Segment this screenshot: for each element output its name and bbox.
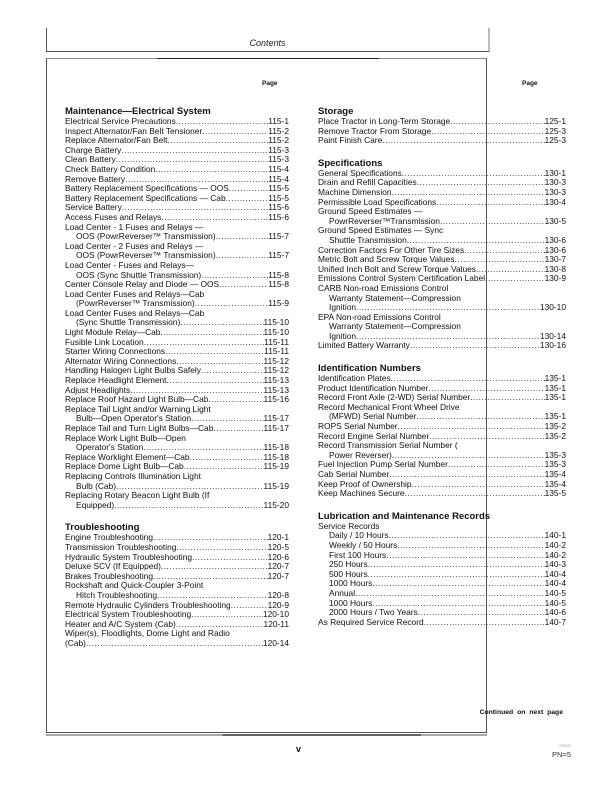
dot-leader: [418, 608, 545, 618]
toc-entry-page: 120-10: [262, 609, 289, 620]
toc-entry-text: 500 Hours: [329, 568, 368, 579]
dot-leader: [464, 246, 544, 256]
toc-entry-page: 135-1: [544, 382, 566, 393]
dot-leader: [160, 328, 263, 338]
toc-entry-text: Annual: [329, 587, 356, 598]
toc-entry-text: Ground Speed Estimates — Sync: [318, 225, 444, 236]
right-toc-column: [318, 106, 566, 627]
toc-entry-page: 115-8: [268, 269, 289, 280]
toc-entry-text: General Specifications: [318, 167, 402, 178]
toc-entry-text: Cab Serial Number: [318, 469, 390, 479]
toc-entry-text: Load Center - 2 Fuses and Relays —: [65, 240, 204, 251]
toc-entry-page: 130-7: [544, 254, 566, 265]
toc-entry-text: Brakes Troubleshooting: [65, 570, 153, 581]
dot-leader: [389, 470, 544, 480]
pn-label: PN=5: [552, 750, 571, 759]
toc-entry-text: Keep Machines Secure: [318, 488, 405, 499]
toc-entry-text: Equipped): [76, 499, 115, 510]
toc-entry-page: 115-5: [268, 192, 289, 203]
toc-entry-text: Check Battery Condition: [65, 163, 156, 174]
toc-entry-page: 115-10: [263, 317, 289, 328]
toc-entry[interactable]: [318, 441, 566, 460]
toc-entry-text: Keep Proof of Ownership: [318, 478, 412, 489]
toc-entry-text: Load Center Fuses and Relays—Cab: [65, 288, 205, 299]
section-gap: [318, 499, 566, 511]
toc-entry[interactable]: [318, 341, 566, 351]
toc-entry-text: 1000 Hours: [329, 597, 373, 608]
dot-leader: [368, 560, 545, 570]
toc-entry-page: 115-20: [263, 499, 289, 510]
toc-entry-text: Replace Tail Light and/or Warning Light: [65, 403, 211, 414]
dot-leader: [195, 299, 269, 309]
dot-leader: [192, 553, 267, 563]
toc-entry-page: 130-3: [544, 177, 566, 188]
toc-entry-page: 135-3: [544, 459, 566, 470]
section-title: Maintenance—Electrical System: [65, 106, 211, 117]
toc-entry-text: Electrical System Troubleshooting: [65, 609, 192, 620]
toc-entry[interactable]: [65, 472, 289, 491]
dot-leader: [219, 280, 268, 290]
toc-entry-text: Wiper(s), Floodlights, Dome Light and Radio: [65, 628, 230, 639]
toc-entry-page: 130-6: [544, 244, 566, 255]
dot-leader: [114, 501, 263, 511]
toc-entry-text: Replacing Rotary Beacon Light Bulb (If: [65, 490, 210, 501]
toc-entry-page: 115-2: [268, 125, 289, 136]
page-numeral: v: [296, 744, 302, 754]
toc-entry-text: (MFWD) Serial Number: [329, 411, 417, 422]
toc-entry-text: Metric Bolt and Screw Torque Values: [318, 254, 455, 265]
toc-entry-text: OOS (PowrReverser™ Transmission): [76, 250, 216, 261]
dot-leader: [155, 165, 268, 175]
toc-entry-text: Place Tractor in Long-Term Storage: [318, 116, 451, 126]
dot-leader: [368, 570, 545, 580]
toc-entry-text: Replace Dome Light Bulb—Cab: [65, 461, 184, 472]
toc-entry-page: 130-5: [544, 215, 566, 226]
toc-entry[interactable]: [65, 309, 289, 328]
toc-entry-page: 115-19: [263, 461, 289, 472]
section-title: Identification Numbers: [318, 363, 421, 375]
toc-entry-page: 135-5: [544, 488, 566, 499]
toc-entry-text: (Cab): [65, 637, 86, 648]
dot-leader: [476, 265, 545, 275]
toc-entry-page: 120-1: [267, 532, 289, 543]
toc-entry-text: Load Center Fuses and Relays—Cab: [65, 307, 205, 318]
toc-entry-text: Permissible Load Specifications: [318, 196, 437, 207]
toc-entry-text: PowrReverser™Transmission: [329, 215, 440, 226]
toc-entry-text: Identification Plates: [318, 373, 391, 384]
toc-entry-text: Remote Hydraulic Cylinders Troubleshooting: [65, 599, 231, 610]
bottom-rule: [46, 734, 487, 736]
toc-entry[interactable]: [65, 405, 289, 424]
section-subheading: Service Records: [318, 520, 380, 531]
toc-entry-text: Load Center - Fuses and Relays—: [65, 259, 194, 270]
toc-entry-text: Battery Replacement Specifications — Cab: [65, 192, 226, 203]
toc-entry-page: 115-12: [263, 365, 289, 376]
toc-entry-text: Bulb—Open Operator's Station: [76, 413, 192, 424]
toc-entry-text: Remove Tractor From Storage: [318, 125, 432, 136]
toc-entry-page: 135-2: [544, 430, 566, 441]
dot-leader: [167, 376, 264, 386]
toc-entry[interactable]: [65, 491, 289, 510]
dot-leader: [416, 412, 544, 422]
toc-entry-text: Correction Factors For Other Tire Sizes: [318, 244, 465, 255]
toc-entry-page: 115-7: [268, 231, 289, 242]
toc-entry-page: 130-1: [544, 167, 566, 178]
toc-entry-text: Remove Battery: [65, 173, 126, 184]
toc-entry-page: 120-7: [267, 570, 289, 581]
toc-entry[interactable]: [318, 403, 566, 422]
toc-entry-page: 115-5: [268, 183, 289, 194]
dot-leader: [402, 169, 545, 179]
toc-entry-page: 135-3: [544, 449, 566, 460]
toc-entry-text: Fusible Link Location: [65, 336, 144, 347]
toc-entry[interactable]: [318, 489, 566, 499]
toc-entry-page: 130-3: [544, 186, 566, 197]
toc-entry-text: Alternator Wiring Connections: [65, 355, 177, 366]
toc-entry-text: Light Module Relay—Cab: [65, 327, 161, 338]
dot-leader: [213, 424, 263, 434]
toc-entry-text: Unified Inch Bolt and Screw Torque Values: [318, 263, 476, 274]
toc-entry-page: 120-7: [267, 561, 289, 572]
toc-entry-page: 115-18: [263, 451, 289, 462]
toc-entry-page: 115-10: [263, 327, 289, 338]
toc-entry-page: 140-5: [544, 587, 566, 598]
toc-entry-text: OOS (PowrReverser™ Transmission): [76, 231, 216, 242]
frame-accent-rule: [157, 58, 379, 59]
section-title: Storage: [318, 106, 354, 117]
toc-entry-text: Hitch Troubleshooting: [76, 589, 158, 600]
dot-leader: [202, 127, 268, 137]
toc-entry-text: Replace Tail and Turn Light Bulbs—Cab: [65, 423, 214, 433]
dot-leader: [216, 251, 269, 261]
dot-leader: [121, 146, 268, 156]
dot-leader: [389, 531, 545, 541]
toc-entry-page: 115-6: [268, 202, 289, 213]
toc-entry-page: 140-2: [544, 549, 566, 560]
toc-entry-text: Electrical Service Precautions: [65, 116, 176, 126]
toc-entry-text: Inspect Alternator/Fan Belt Tensioner: [65, 125, 203, 136]
toc-entry[interactable]: [65, 261, 289, 280]
toc-entry-page: 115-6: [268, 211, 289, 222]
toc-entry-text: Battery Replacement Specifications — OOS: [65, 183, 229, 194]
toc-entry-text: EPA Non-road Emissions Control: [318, 311, 441, 322]
dot-leader: [448, 460, 545, 470]
toc-entry-text: Product Identification Number: [318, 382, 429, 393]
toc-entry[interactable]: [65, 629, 289, 648]
toc-entry-text: Handling Halogen Light Bulbs Safely: [65, 365, 201, 376]
toc-entry-text: Replace Roof Hazard Light Bulb—Cab: [65, 394, 209, 405]
toc-entry-text: Drain and Refill Capacities: [318, 177, 417, 188]
running-header: [46, 28, 490, 52]
toc-entry-text: Shuttle Transmission: [329, 234, 407, 245]
toc-entry-text: Charge Battery: [65, 144, 122, 155]
toc-entry-page: 115-11: [264, 346, 289, 357]
toc-entry-text: Replace Work Light Bulb—Open: [65, 432, 186, 443]
toc-entry-page: 140-4: [544, 568, 566, 579]
toc-entry-page: 115-16: [263, 394, 289, 405]
toc-entry-page: 120-9: [267, 599, 289, 610]
toc-entry-page: 115-12: [263, 355, 289, 366]
toc-entry-text: Heater and A/C System (Cab): [65, 618, 176, 629]
toc-entry-text: Adjust Headlights: [65, 384, 131, 395]
dot-leader: [165, 347, 264, 357]
toc-entry-text: Hydraulic System Troubleshooting: [65, 551, 193, 562]
toc-entry[interactable]: [318, 579, 566, 589]
dot-leader: [190, 453, 264, 463]
dot-leader: [440, 217, 545, 227]
toc-entry-text: (Sync Shuttle Transmission): [76, 317, 181, 328]
toc-entry-page: 140-2: [544, 539, 566, 550]
toc-entry-page: 125-1: [544, 116, 566, 126]
toc-entry-page: 135-1: [544, 411, 566, 422]
dot-leader: [405, 489, 545, 499]
toc-entry-text: Service Battery: [65, 202, 122, 213]
toc-entry-page: 130-4: [544, 196, 566, 207]
toc-entry-text: Ground Speed Estimates —: [318, 206, 423, 217]
toc-entry-page: 115-17: [263, 413, 289, 424]
continued-note: Continued on next page: [479, 709, 563, 716]
section-title: Troubleshooting: [65, 522, 140, 534]
header-title: Contents: [249, 38, 286, 48]
toc-entry[interactable]: [318, 618, 566, 628]
toc-entry-text: (PowrReverser™ Transmission): [76, 298, 195, 309]
toc-entry-page: 115-4: [268, 173, 289, 184]
dot-leader: [485, 274, 544, 284]
toc-entry-text: As Required Service Record: [318, 616, 424, 627]
dot-leader: [431, 127, 544, 137]
dot-leader: [470, 393, 544, 403]
toc-entry-text: 250 Hours: [329, 559, 368, 570]
dot-leader: [201, 366, 264, 376]
toc-entry-page: 115-4: [268, 163, 289, 174]
toc-entry-page: 130-16: [539, 340, 566, 351]
toc-entry-text: CARB Non-road Emissions Control: [318, 282, 449, 293]
toc-entry-page: 125-3: [544, 125, 566, 136]
dot-leader: [417, 178, 545, 188]
toc-entry-text: Machine Dimension: [318, 186, 392, 197]
toc-entry[interactable]: [318, 136, 566, 146]
toc-entry-page: 130-9: [544, 273, 566, 284]
toc-entry-page: 115-17: [263, 423, 289, 433]
dot-leader: [208, 395, 263, 405]
toc-entry-page: 140-7: [544, 616, 566, 627]
toc-entry-page: 140-3: [544, 559, 566, 570]
toc-entry-page: 115-13: [263, 384, 289, 395]
toc-entry-text: Starter Wiring Connections: [65, 346, 166, 357]
toc-entry-page: 130-6: [544, 234, 566, 245]
toc-entry-page: 115-3: [268, 154, 289, 165]
toc-entry-text: OOS (Sync Shuttle Transmission): [76, 269, 202, 280]
toc-entry-text: Record Transmission Serial Number (: [318, 440, 458, 451]
dot-leader: [226, 194, 269, 204]
dot-leader: [412, 480, 545, 490]
section-gap: [318, 351, 566, 363]
toc-entry-page: 120-6: [267, 551, 289, 562]
toc-entry-page: 125-3: [544, 135, 566, 146]
toc-entry-page: 135-1: [544, 373, 566, 384]
toc-entry-page: 140-1: [544, 530, 566, 541]
dot-leader: [424, 618, 545, 628]
section-title: Lubrication and Maintenance Records: [318, 510, 491, 522]
toc-entry[interactable]: [65, 223, 289, 242]
toc-entry-text: Center Console Relay and Diode — OOS: [65, 279, 220, 290]
toc-entry-text: Replace Headlight Element: [65, 375, 167, 386]
toc-entry-text: Ignition: [329, 330, 357, 341]
left-page-column-header: Page: [262, 80, 278, 87]
dot-leader: [216, 232, 269, 242]
toc-entry-page: 115-1: [268, 116, 289, 126]
dot-leader: [229, 184, 268, 194]
toc-entry-text: First 100 Hours: [329, 549, 387, 560]
section-gap: [318, 146, 566, 158]
toc-entry-text: 2000 Hours / Two Years: [329, 607, 418, 618]
toc-entry-page: 115-3: [268, 144, 289, 155]
toc-entry-page: 115-9: [268, 298, 289, 309]
dot-leader: [397, 541, 544, 551]
toc-entry-text: Rockshaft and Quick-Coupler 3-Point: [65, 580, 204, 591]
toc-entry-text: Fuel Injection Pump Serial Number: [318, 459, 448, 470]
toc-entry-page: 115-7: [268, 250, 289, 261]
section-gap: [65, 510, 289, 522]
toc-entry-text: 1000 Hours: [329, 578, 373, 589]
dot-leader: [382, 136, 544, 146]
dot-leader: [86, 639, 263, 649]
toc-entry-text: Paint Finish Care: [318, 135, 383, 146]
dot-leader: [372, 579, 544, 589]
dot-leader: [386, 551, 544, 561]
toc-entry-text: Bulb (Cab): [76, 480, 117, 491]
toc-entry-page: 120-5: [267, 541, 289, 552]
toc-entry-text: Transmission Troubleshooting: [65, 541, 177, 552]
toc-entry-text: Deluxe SCV (If Equipped): [65, 561, 161, 572]
section-title: Specifications: [318, 157, 383, 169]
toc-entry-text: Record Engine Serial Number: [318, 430, 430, 441]
toc-entry-text: Daily / 10 Hours: [329, 530, 389, 541]
dot-leader: [450, 117, 544, 127]
toc-entry-text: Ignition: [329, 302, 357, 313]
left-toc-column: [65, 106, 289, 648]
toc-entry-page: 140-6: [544, 607, 566, 618]
toc-entry-text: Access Fuses and Relays: [65, 211, 162, 222]
dot-leader: [180, 318, 263, 328]
toc-entry-text: Record Mechanical Front Wheel Drive: [318, 401, 460, 412]
toc-entry-text: Clean Battery: [65, 154, 116, 165]
toc-entry-text: Replace Alternator/Fan Belt: [65, 135, 168, 146]
toc-entry-page: 130-10: [539, 302, 566, 313]
toc-entry-text: Replace Worklight Element—Cab: [65, 451, 190, 462]
toc-entry-page: 115-2: [268, 135, 289, 146]
toc-entry-page: 140-5: [544, 597, 566, 608]
toc-entry-page: 120-11: [263, 618, 289, 629]
toc-entry-page: 115-8: [268, 279, 289, 290]
toc-entry-text: ROPS Serial Number: [318, 421, 398, 432]
dot-leader: [436, 198, 544, 208]
toc-entry-page: 115-18: [263, 442, 289, 453]
toc-entry-page: 120-14: [262, 637, 289, 648]
toc-entry[interactable]: [65, 581, 289, 600]
right-page-column-header: Page: [522, 80, 538, 87]
document-code: 070521: [559, 744, 571, 748]
toc-entry-page: 130-8: [544, 263, 566, 274]
toc-entry-text: Operator's Station: [76, 442, 144, 453]
dot-leader: [355, 589, 545, 599]
toc-entry-page: 130-14: [539, 330, 566, 341]
toc-entry-text: Limited Battery Warranty: [318, 340, 410, 351]
toc-entry-page: 135-4: [544, 478, 566, 489]
dot-leader: [167, 136, 268, 146]
toc-entry-text: Warranty Statement—Compression: [329, 321, 461, 332]
toc-entry-page: 115-13: [263, 375, 289, 386]
toc-entry-text: Replacing Controls Illumination Light: [65, 470, 201, 481]
toc-entry[interactable]: [65, 290, 289, 309]
toc-entry-text: Power Reverser): [329, 449, 392, 460]
toc-entry[interactable]: [318, 313, 566, 342]
toc-entry-page: 135-1: [544, 392, 566, 403]
toc-entry[interactable]: [65, 434, 289, 453]
toc-entry[interactable]: [65, 242, 289, 261]
dot-leader: [161, 562, 268, 572]
dot-leader: [191, 610, 263, 620]
toc-entry-text: Engine Troubleshooting: [65, 532, 154, 543]
toc-entry-text: Warranty Statement—Compression: [329, 292, 461, 303]
toc-entry[interactable]: [318, 207, 566, 226]
toc-entry[interactable]: [318, 226, 566, 245]
dot-leader: [410, 341, 540, 351]
toc-entry-text: Emissions Control System Certification Label: [318, 273, 486, 284]
toc-entry-page: 140-4: [544, 578, 566, 589]
toc-entry-text: Load Center - 1 Fuses and Relays —: [65, 221, 204, 232]
toc-entry[interactable]: [318, 284, 566, 313]
toc-entry-page: 135-4: [544, 469, 566, 479]
toc-entry-page: 115-19: [263, 480, 289, 491]
toc-entry-text: Weekly / 50 Hours: [329, 539, 398, 550]
toc-entry-page: 115-11: [264, 336, 289, 347]
toc-entry-page: 120-8: [267, 589, 289, 600]
toc-entry-text: Record Front Axle (2-WD) Serial Number: [318, 392, 471, 403]
toc-entry-page: 135-2: [544, 421, 566, 432]
